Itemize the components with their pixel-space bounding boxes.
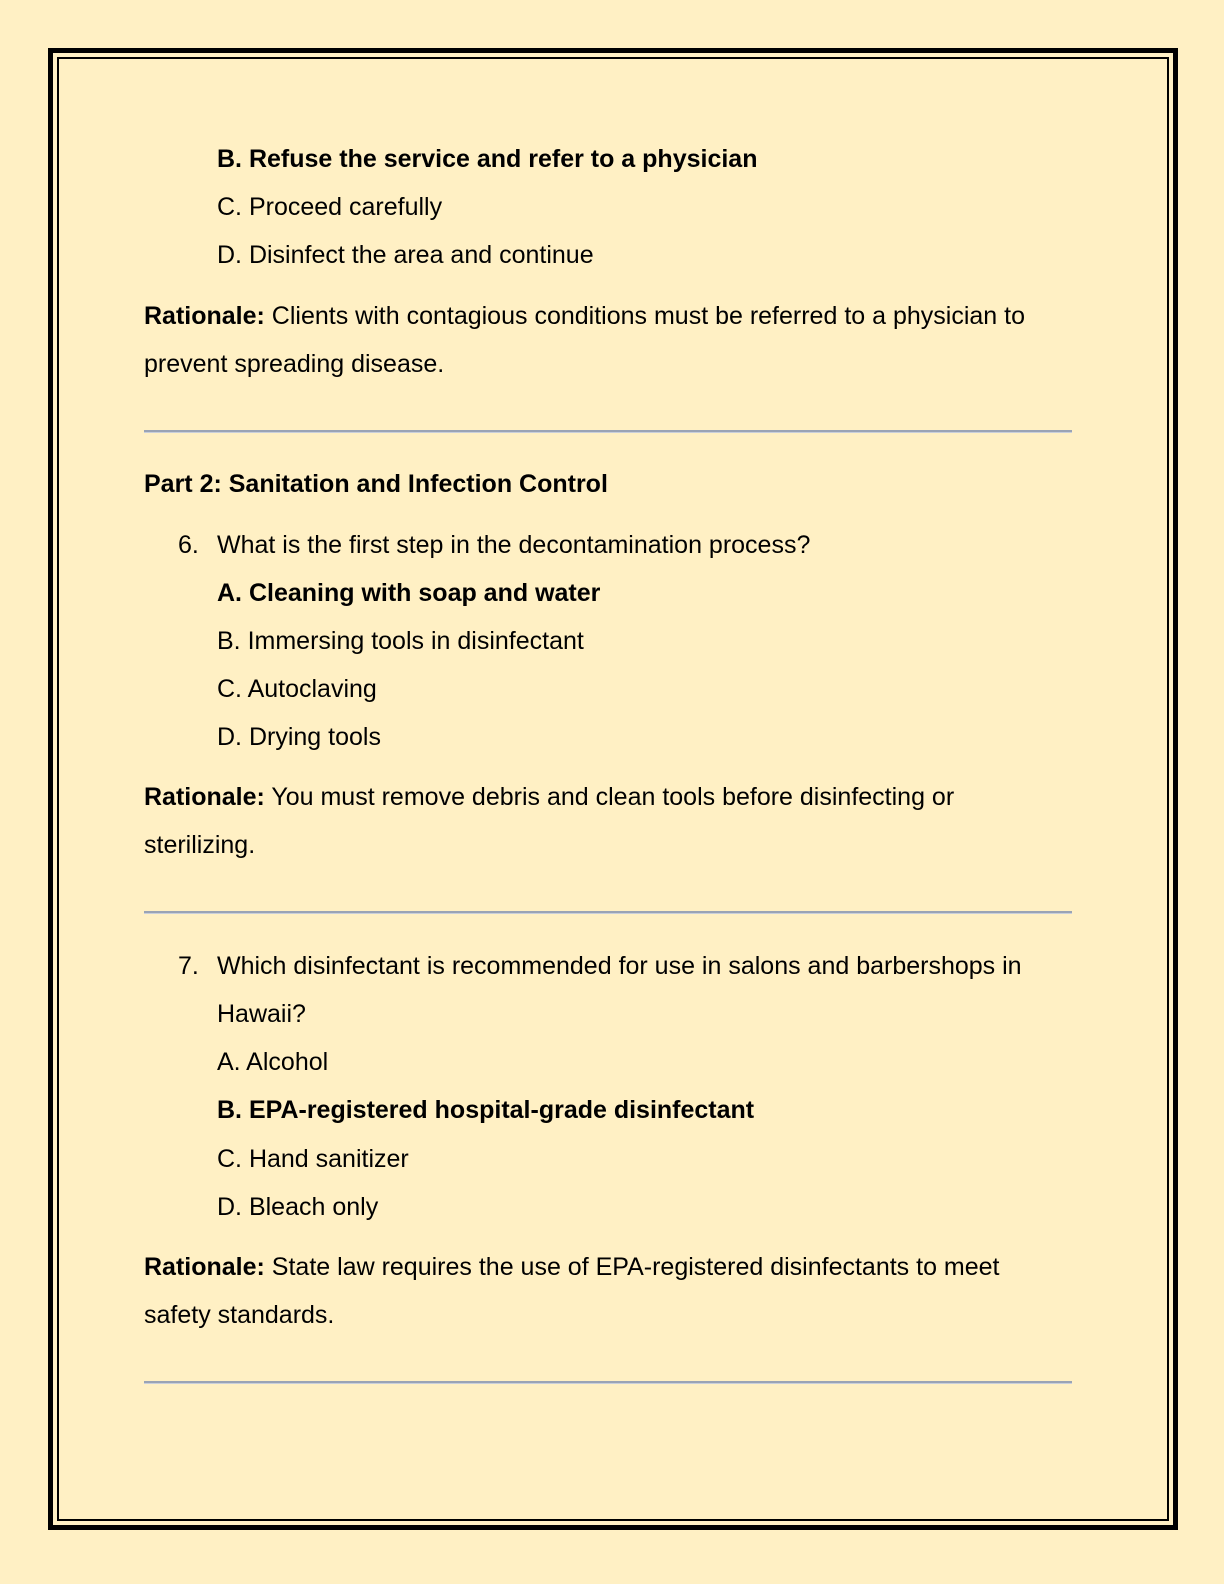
rationale-label: Rationale: <box>144 302 265 330</box>
q7-option-d: D. Bleach only <box>217 1193 379 1221</box>
divider <box>144 430 1072 433</box>
q7-option-a: A. Alcohol <box>217 1048 329 1076</box>
q6-option-c: C. Autoclaving <box>217 675 377 703</box>
q5-option-c: C. Proceed carefully <box>217 193 443 221</box>
rationale-text: Clients with contagious conditions must be referred to a physician to <box>264 302 1025 330</box>
q7-question-cont: Hawaii? <box>217 1000 306 1028</box>
rationale-text: State law requires the use of EPA-registered disinfectants to meet <box>264 1253 1000 1281</box>
q6-rationale <box>144 773 1084 869</box>
q7-option-c: C. Hand sanitizer <box>217 1145 409 1173</box>
rationale-label: Rationale: <box>144 1253 265 1281</box>
divider <box>144 911 1072 914</box>
q7-question: Which disinfectant is recommended for use in salons and barbershops in <box>217 952 1022 980</box>
q7-rationale <box>144 1243 1084 1339</box>
q6-option-d: D. Drying tools <box>217 723 381 751</box>
q5-option-d: D. Disinfect the area and continue <box>217 241 594 269</box>
q7-number: 7. <box>178 952 199 980</box>
rationale-text-cont: sterilizing. <box>144 831 256 859</box>
rationale-text-cont: prevent spreading disease. <box>144 350 445 378</box>
q7-option-b: B. EPA-registered hospital-grade disinfectant <box>217 1096 755 1124</box>
rationale-text: You must remove debris and clean tools before disinfecting or <box>264 783 955 811</box>
q6-number: 6. <box>178 531 199 559</box>
q6-option-b: B. Immersing tools in disinfectant <box>217 627 584 655</box>
divider <box>144 1381 1072 1384</box>
section-heading: Part 2: Sanitation and Infection Control <box>144 470 608 498</box>
q6-question: What is the first step in the decontamination process? <box>217 531 811 559</box>
rationale-text-cont: safety standards. <box>144 1301 335 1329</box>
q5-option-b: B. Refuse the service and refer to a physician <box>217 145 758 173</box>
q6-option-a: A. Cleaning with soap and water <box>217 579 601 607</box>
q5-rationale <box>144 292 1084 388</box>
rationale-label: Rationale: <box>144 783 265 811</box>
